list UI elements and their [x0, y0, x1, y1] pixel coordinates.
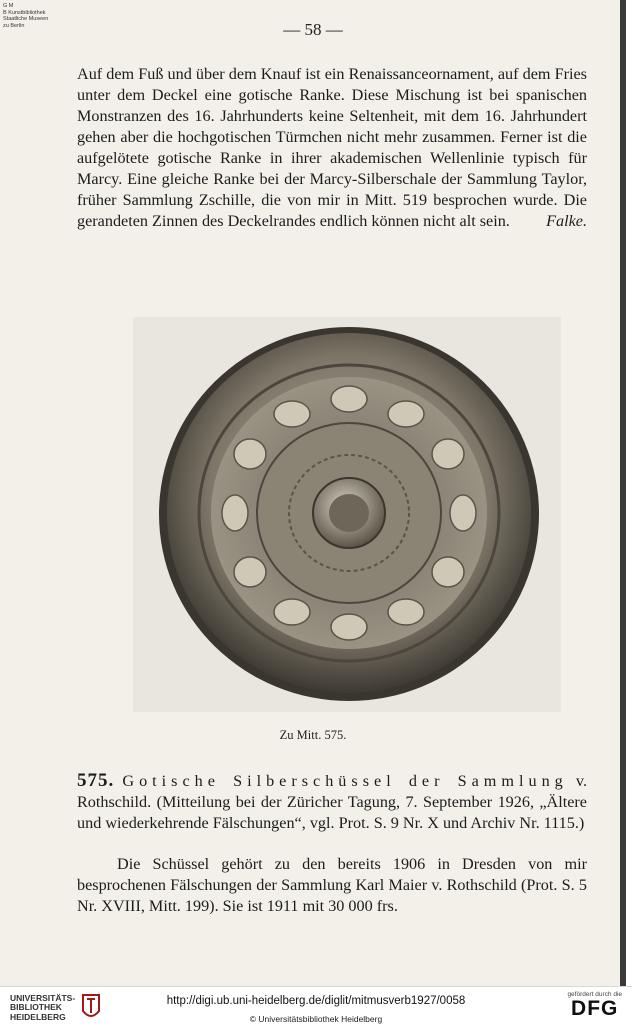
permalink-url[interactable]: http://digi.ub.uni-heidelberg.de/diglit/mitmusverb1927/0058: [166, 995, 466, 1007]
copyright-notice: © Universitätsbibliothek Heidelberg: [249, 1014, 383, 1024]
paragraph-rothschild: Die Schüssel gehört zu den bereits 1906 in Dresden von mir besprochenen Fälschungen der Sammlung Karl Maier v. Rothschild (Prot. S. 5 Nr. XVIII, Mitt. 199). Sie ist 1911 mit 30 000 frs.: [77, 855, 587, 915]
silver-dish-photo: [133, 317, 561, 712]
page-number: — 58 —: [283, 20, 343, 39]
page-edge: [620, 0, 626, 986]
photo-plate: [133, 317, 561, 712]
author-signoff: Falke.: [546, 212, 587, 230]
entry-number: 575.: [77, 770, 115, 791]
paragraph-marcy: Auf dem Fuß und über dem Knauf ist ein Renaissanceornament, auf dem Fries unter dem Deckel eine gotische Ranke. Diese Mischung ist bei spanischen Monstranzen des 16. Jahrhunderts keine Seltenheit, mit dem 16. Jahrhundert gehen aber die hochgotischen Türmchen nicht mehr zusammen. Ferner ist die aufgelötete gotische Ranke in ihrer akademischen Wellenlinie typisch für Marcy. Eine gleiche Ranke bei der Marcy-Silberschale der Sammlung Taylor, früher Sammlung Zschille, die von mir in Mitt. 519 besprochen wurde. Die gerandeten Zinnen des Deckelrandes endlich können nicht alt sein. Falke.: [77, 65, 587, 230]
entry-reference: v. Rothschild. (Mitteilung bei der Züricher Tagung, 7. September 1926, „Ältere und wiederkehrende Fälschungen“, vgl. Prot. S. 9 Nr. X und Archiv Nr. 1115.): [77, 772, 588, 832]
footer-bar: [0, 986, 632, 1033]
entry-title: Gotische Silberschüssel der Sammlung: [122, 772, 568, 790]
university-library-logo[interactable]: UNIVERSITÄTS- BIBLIOTHEK HEIDELBERG: [10, 993, 103, 1023]
library-stamp: G M B Kunstbibliothek Staatliche Museen zu Berlin: [3, 3, 49, 29]
entry-575: [77, 770, 587, 834]
dfg-logo[interactable]: gefördert durch die DFG: [567, 991, 622, 1020]
figure-caption: Zu Mitt. 575.: [279, 728, 347, 742]
